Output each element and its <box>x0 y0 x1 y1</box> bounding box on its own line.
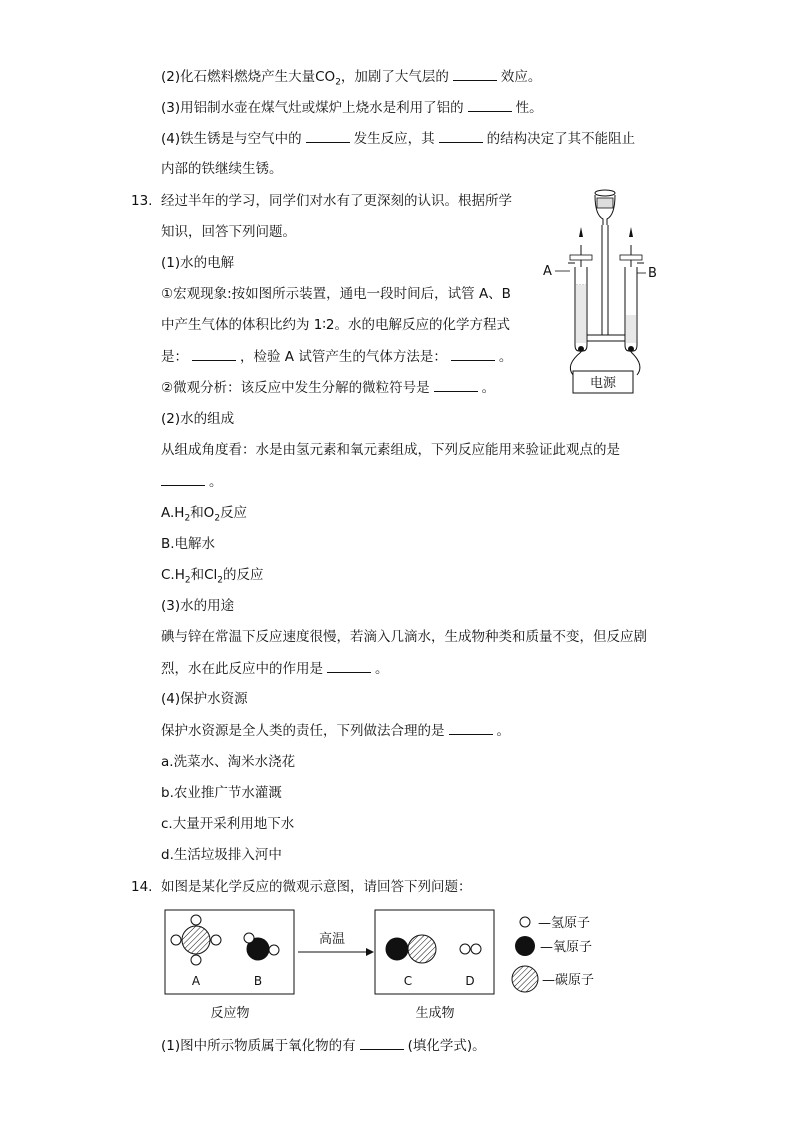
answer-blank[interactable] <box>439 129 483 143</box>
q13-option-lower-c: c.大量开采利用地下水 <box>161 816 295 832</box>
legend-hydrogen: —氢原子 <box>538 916 591 931</box>
molecule-b-label: B <box>253 974 263 988</box>
hydrogen-atom <box>191 915 201 925</box>
reactants-caption: 反应物 <box>210 1006 250 1021</box>
q13-p1-l3-text-b: ，检验 A 试管产生的气体方法是： <box>240 349 447 365</box>
q12-line2-text-c: 效应。 <box>500 69 542 85</box>
opt-c-text-a: C.H <box>161 567 185 583</box>
q12-line4-text-d: 内部的铁继续生锈。 <box>161 161 283 177</box>
q14-p1-text-a: (1)图中所示物质属于氧化物的有 <box>161 1038 356 1054</box>
hydrogen-atom <box>269 945 279 955</box>
answer-blank[interactable] <box>161 472 205 486</box>
q13-p3-l2-text-b: 。 <box>375 661 389 677</box>
q13-part4-title: (4)保护水资源 <box>161 691 248 707</box>
legend-carbon: —碳原子 <box>542 973 595 988</box>
legend-hydrogen-icon <box>520 917 530 927</box>
opt-c-sub-1: 2 <box>184 575 191 586</box>
q13-part1-title: (1)水的电解 <box>161 255 235 271</box>
q13-option-c <box>161 566 264 590</box>
reaction-condition: 高温 <box>318 932 346 947</box>
opt-a-text-a: A.H <box>161 505 185 521</box>
molecule-a-label: A <box>191 974 201 988</box>
q13-option-b: B.电解水 <box>161 536 216 552</box>
carbon-atom <box>182 926 210 954</box>
q13-part2-line2 <box>161 472 223 491</box>
q12-line2 <box>161 67 541 92</box>
carbon-atom <box>408 935 436 963</box>
q13-part2-title: (2)水的组成 <box>161 411 235 427</box>
answer-blank[interactable] <box>468 98 512 112</box>
q13-part1-line2: 中产生气体的体积比约为 1∶2。水的电解反应的化学方程式 <box>161 317 510 333</box>
q13-part1-line4 <box>161 378 495 397</box>
hydrogen-atom <box>244 933 254 943</box>
hydrogen-atom <box>191 955 201 965</box>
legend-oxygen-icon <box>515 936 535 956</box>
legend-carbon-icon <box>512 966 538 992</box>
q12-line3-text-a: (3)用铝制水壶在煤气灶或煤炉上烧水是利用了铝的 <box>161 100 464 116</box>
q12-line2-sub: 2 <box>335 77 341 88</box>
q14-number: 14. <box>131 879 153 895</box>
answer-blank[interactable] <box>360 1036 404 1050</box>
q13-part3-title: (3)水的用途 <box>161 598 235 614</box>
oxygen-atom <box>386 938 408 960</box>
hydrogen-atom <box>471 944 481 954</box>
q13-part4-line1 <box>161 721 510 740</box>
q13-part1-line3 <box>161 347 512 366</box>
electrolysis-apparatus-figure <box>535 185 670 400</box>
q12-line4-text-a: (4)铁生锈是与空气中的 <box>161 131 302 147</box>
reaction-micro-diagram <box>160 905 620 1030</box>
q12-line4-text-c: 的结构决定了其不能阻止 <box>486 131 636 147</box>
molecule-c-label: C <box>403 974 413 988</box>
q13-intro2: 知识，回答下列问题。 <box>161 224 296 240</box>
arrow-head-icon <box>366 948 374 956</box>
q13-option-a <box>161 504 247 528</box>
hydrogen-atom <box>171 935 181 945</box>
q13-p1-l3-text-a: 是： <box>161 349 188 365</box>
q13-p3-l2-text-a: 烈，水在此反应中的作用是 <box>161 661 323 677</box>
q13-part3-line1: 碘与锌在常温下反应速度很慢，若滴入几滴水，生成物种类和质量不变，但反应剧 <box>161 629 647 645</box>
hydrogen-atom <box>460 944 470 954</box>
q14-part1 <box>161 1036 486 1055</box>
opt-c-text-b: 和Cl <box>190 567 218 583</box>
molecule-d-label: D <box>465 974 475 988</box>
legend-oxygen: —氧原子 <box>540 940 593 955</box>
q12-line2-text-a: (2)化石燃料燃烧产生大量CO <box>161 69 336 85</box>
q13-option-lower-b: b.农业推广节水灌溉 <box>161 785 282 801</box>
q12-line3 <box>161 98 543 117</box>
q13-intro1: 经过半年的学习，同学们对水有了更深刻的认识。根据所学 <box>161 193 512 209</box>
q13-p2-l2-text: 。 <box>209 474 223 490</box>
q12-line4-text-b: 发生反应，其 <box>353 131 435 147</box>
answer-blank[interactable] <box>453 67 497 81</box>
q13-number: 13. <box>131 193 153 209</box>
opt-a-sub-1: 2 <box>184 513 191 524</box>
opt-c-text-c: 的反应 <box>223 567 264 583</box>
q12-line5 <box>161 160 283 178</box>
hydrogen-atom <box>211 935 221 945</box>
q13-p1-l4-text-b: 。 <box>481 380 496 396</box>
opt-a-sub-2: 2 <box>214 513 221 524</box>
tube-b-label: B <box>648 266 657 281</box>
answer-blank[interactable] <box>306 129 350 143</box>
q13-part2-line1: 从组成角度看：水是由氢元素和氧元素组成，下列反应能用来验证此观点的是 <box>161 442 620 458</box>
power-supply-label: 电源 <box>589 376 617 391</box>
q13-option-lower-d: d.生活垃圾排入河中 <box>161 847 282 863</box>
opt-c-sub-2: 2 <box>217 575 224 586</box>
answer-blank[interactable] <box>327 659 371 673</box>
q12-line2-text-b: ，加剧了大气层的 <box>340 69 449 85</box>
tube-a-label: A <box>543 264 552 279</box>
q12-line3-text-b: 性。 <box>515 100 543 116</box>
q13-p1-l3-text-c: 。 <box>498 349 513 365</box>
q13-option-lower-a: a.洗菜水、淘米水浇花 <box>161 754 296 770</box>
opt-a-text-c: 反应 <box>220 505 248 521</box>
q13-p4-l1-text-b: 。 <box>496 723 510 739</box>
answer-blank[interactable] <box>192 347 236 361</box>
q13-p4-l1-text-a: 保护水资源是全人类的责任，下列做法合理的是 <box>161 723 445 739</box>
products-caption: 生成物 <box>415 1006 455 1021</box>
q12-line4 <box>161 129 635 148</box>
opt-a-text-b: 和O <box>190 505 215 521</box>
q14-p1-text-b: (填化学式)。 <box>407 1038 486 1054</box>
q13-part1-line1: ①宏观现象:按如图所示装置，通电一段时间后，试管 A、B <box>161 286 511 302</box>
answer-blank[interactable] <box>451 347 495 361</box>
q13-p1-l4-text-a: ②微观分析：该反应中发生分解的微粒符号是 <box>161 380 430 396</box>
q13-part3-line2 <box>161 659 389 678</box>
answer-blank[interactable] <box>449 721 493 735</box>
q14-intro: 如图是某化学反应的微观示意图，请回答下列问题： <box>161 879 472 895</box>
answer-blank[interactable] <box>434 378 478 392</box>
